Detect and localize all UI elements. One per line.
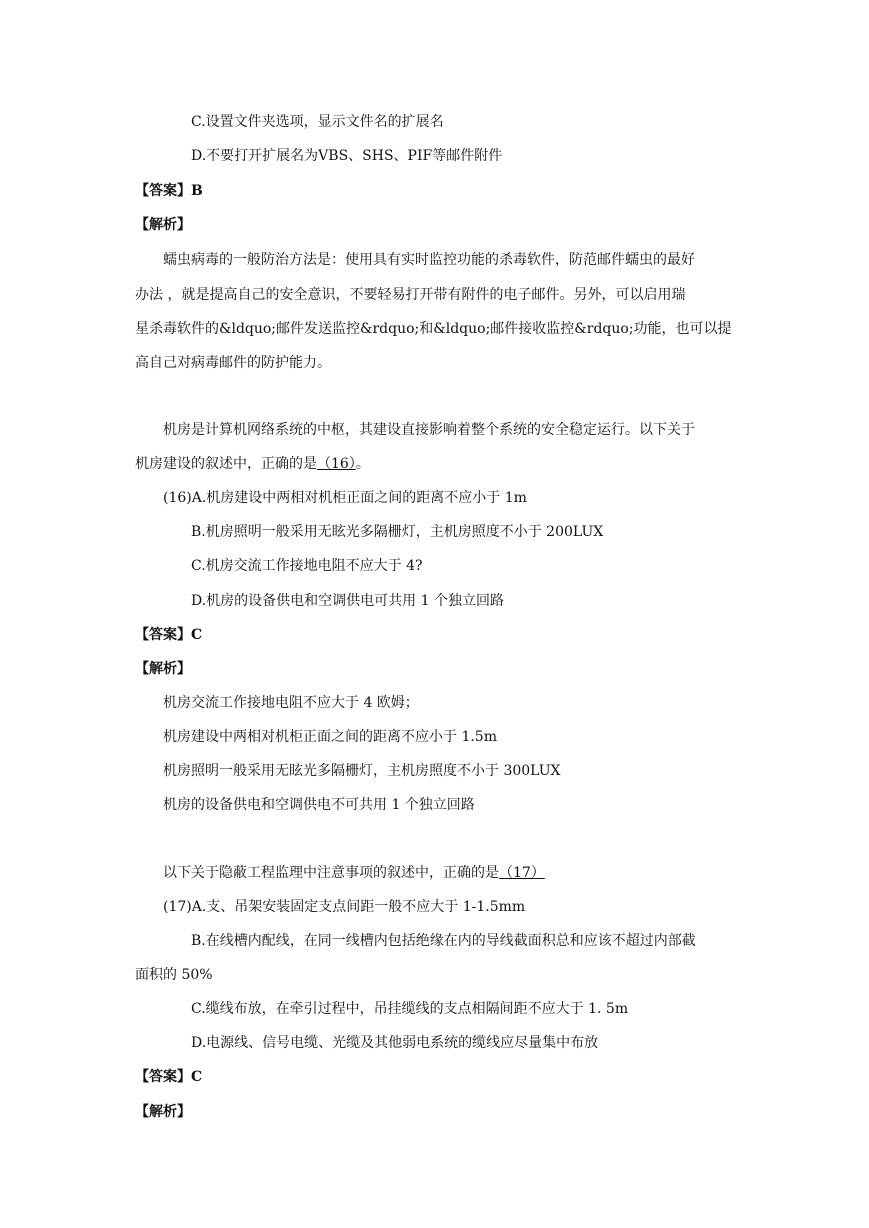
q16-option-c: C.机房交流工作接地电阻不应大于 4? <box>191 558 423 574</box>
stem-text: 机房建设的叙述中，正确的是 <box>135 456 317 472</box>
q16-stem-line2 <box>135 454 370 474</box>
q17-answer <box>135 1067 202 1087</box>
q16-analysis-label: 【解析】 <box>135 661 191 677</box>
q17-analysis-label: 【解析】 <box>135 1104 191 1120</box>
q17-stem <box>163 863 545 883</box>
q15-analysis-line: 星杀毒软件的&ldquo;邮件发送监控&rdquo;和&ldquo;邮件接收监控&rdquo;功能，也可以提 <box>135 321 732 337</box>
q16-option-d: D.机房的设备供电和空调供电可共用 1 个独立回路 <box>191 593 504 609</box>
q16-stem: 机房是计算机网络系统的中枢，其建设直接影响着整个系统的安全稳定运行。以下关于 <box>163 422 695 438</box>
q17-option-d: D.电源线、信号电缆、光缆及其他弱电系统的缆线应尽量集中布放 <box>191 1035 599 1051</box>
q15-analysis-line: 高自己对病毒邮件的防护能力。 <box>135 355 331 371</box>
q16-analysis-line: 机房建设中两相对机柜正面之间的距离不应小于 1.5m <box>163 729 497 745</box>
q17-option-a: (17)A.支、吊架安装固定支点间距一般不应大于 1-1.5mm <box>163 899 526 915</box>
q16-analysis-line: 机房交流工作接地电阻不应大于 4 欧姆； <box>163 695 419 711</box>
q15-analysis-line: 蠕虫病毒的一般防治方法是：使用具有实时监控功能的杀毒软件，防范邮件蠕虫的最好 <box>163 252 695 268</box>
q15-option-d: D.不要打开扩展名为VBS、SHS、PIF等邮件附件 <box>191 148 503 164</box>
answer-blank: （17） <box>499 865 545 881</box>
answer-label: 【答案】 <box>135 627 191 643</box>
q16-option-a: (16)A.机房建设中两相对机柜正面之间的距离不应小于 1m <box>163 490 527 506</box>
answer-label: 【答案】 <box>135 183 191 199</box>
answer-blank: （16） <box>317 456 356 472</box>
stem-end: 。 <box>355 456 370 472</box>
q15-analysis-label: 【解析】 <box>135 217 191 233</box>
answer-value: B <box>191 183 203 199</box>
q17-option-b-cont: 面积的 50% <box>135 967 213 983</box>
q15-option-c: C.设置文件夹选项，显示文件名的扩展名 <box>191 114 444 130</box>
q15-analysis-line: 办法 ，就是提高自己的安全意识，不要轻易打开带有附件的电子邮件。另外，可以启用瑞 <box>135 287 686 303</box>
q17-option-c: C.缆线布放，在牵引过程中，吊挂缆线的支点相隔间距不应大于 1. 5m <box>191 1001 629 1017</box>
q17-option-b: B.在线槽内配线，在同一线槽内包括绝缘在内的导线截面积总和应该不超过内部截 <box>191 933 696 949</box>
answer-value: C <box>191 1069 203 1085</box>
q16-analysis-line: 机房照明一般采用无眩光多隔栅灯，主机房照度不小于 300LUX <box>163 763 561 779</box>
q16-option-b: B.机房照明一般采用无眩光多隔栅灯，主机房照度不小于 200LUX <box>191 524 604 540</box>
answer-value: C <box>191 627 203 643</box>
q16-answer <box>135 625 202 645</box>
q16-analysis-line: 机房的设备供电和空调供电不可共用 1 个独立回路 <box>163 797 475 813</box>
q15-answer <box>135 181 203 201</box>
answer-label: 【答案】 <box>135 1069 191 1085</box>
stem-text: 以下关于隐蔽工程监理中注意事项的叙述中，正确的是 <box>163 865 499 881</box>
